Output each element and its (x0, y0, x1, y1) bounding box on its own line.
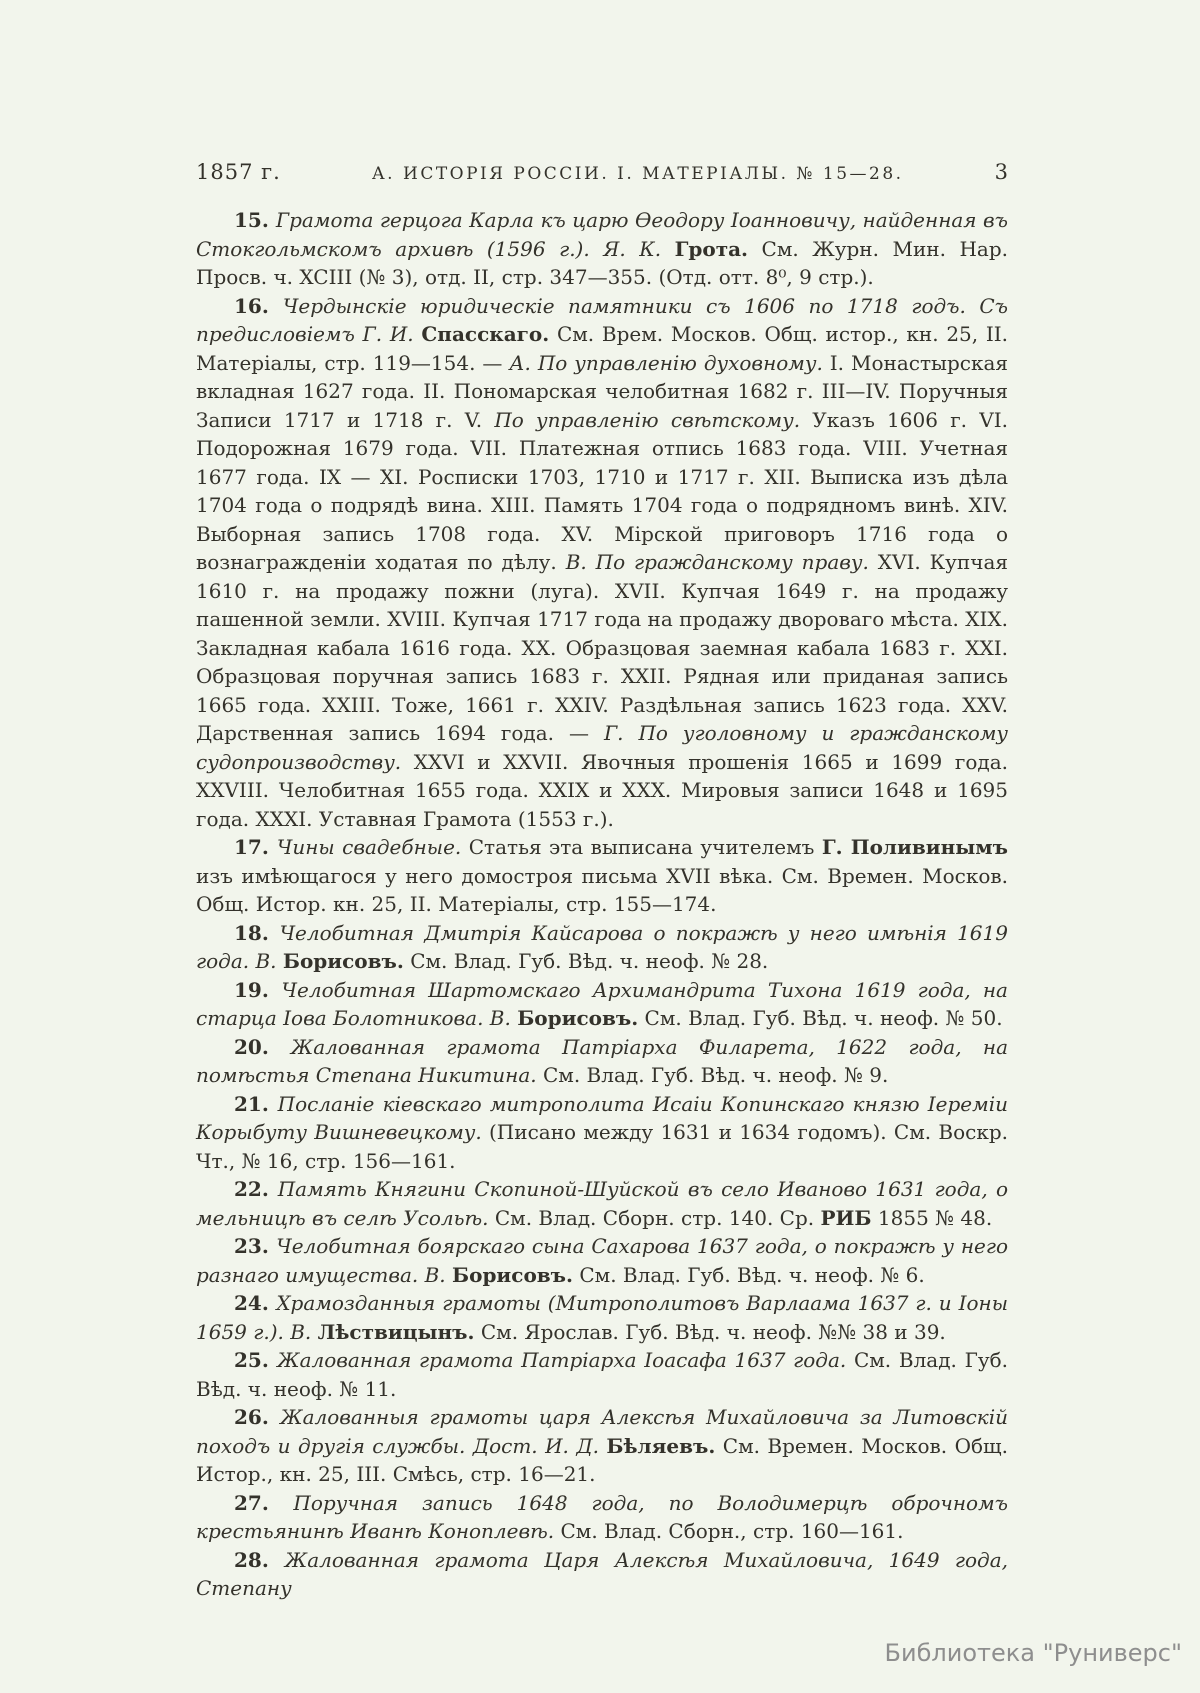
text-block (196, 160, 1008, 1603)
entry-text-segment: Челобитная боярскаго сына Сахарова 1637 года, о покражѣ у него разнаго имущества. В. (196, 1234, 1008, 1287)
entry-text-segment: Указъ 1606 г. VI. Подорожная 1679 года. VII. Платежная отпись 1683 года. VIII. Учетная 1677 года. IX — XI. Росписки 1703, 1710 и 1717 г. XII. Выписка изъ дѣла 1704 года о подрядѣ вина. XIII. Память 1704 года о подрядномъ винѣ. XIV. Выборная запись 1708 года. XV. Мірской приговоръ 1716 года о вознагражденіи ходатая по дѣлу. (196, 407, 1008, 574)
entry-text-segment: Статья эта выписана учителемъ (461, 835, 822, 859)
entry-text-segment: Чердынскіе юридическіе памятники съ 1606 по 1718 годъ. Съ предисловіемъ Г. И. (196, 293, 1008, 346)
entry-number: 20. (234, 1034, 291, 1059)
entry-text-segment: Борисовъ. (452, 1262, 573, 1287)
entry-number: 24. (234, 1291, 277, 1315)
header-year: 1857 г. (196, 160, 281, 184)
bibliography-entry (196, 292, 1008, 834)
entry-text-segment: Жалованная грамота Царя Алексѣя Михайловича, 1649 года, Степану (196, 1547, 1008, 1600)
entry-number: 17. (234, 835, 277, 859)
bibliography-entry (196, 206, 1008, 292)
entry-text-segment: XXVI и XXVII. Явочныя прошенія 1665 и 1699 года. XXVIII. Челобитная 1655 года. XXIX и XXX. Мировыя записи 1648 и 1695 года. XXXI. Уставная Грамота (1553 г.). (196, 749, 1008, 831)
entry-text-segment: изъ имѣющагося у него домостроя письма XVII вѣка. См. Времен. Москов. Общ. Истор. кн. 25, II. Матеріалы, стр. 155—174. (196, 863, 1008, 916)
entry-text-segment: Лѣствицынъ. (317, 1319, 475, 1344)
entry-text-segment: (Писано между 1631 и 1634 годомъ). См. Воскр. Чт., № 16, стр. 156—161. (196, 1120, 1008, 1173)
entry-text-segment: Челобитная Шартомскаго Архимандрита Тихона 1619 года, на старца Іова Болотникова. В. (196, 977, 1008, 1030)
entry-number: 25. (234, 1348, 278, 1372)
entry-number: 18. (234, 920, 280, 945)
entry-number: 16. (234, 293, 283, 318)
entry-text-segment: См. Ярослав. Губ. Вѣд. ч. неоф. №№ 38 и 39. (474, 1319, 946, 1344)
bibliography-entry (196, 1546, 1008, 1603)
entry-text-segment: Грота. (674, 236, 749, 261)
entry-text-segment: Спасскаго. (421, 322, 550, 346)
entry-text-segment: Жалованная грамота Патріарха Іоасафа 1637 года. (277, 1348, 847, 1372)
entry-text-segment: Поручная запись 1648 года, по Володимерцѣ оброчномъ крестьянинѣ Иванѣ Коноплевѣ. (196, 1490, 1008, 1543)
entry-text-segment: Борисовъ. (517, 1006, 639, 1030)
entry-text-segment: Борисовъ. (282, 949, 404, 973)
entry-text-segment: См. Журн. Мин. Нар. Просв. ч. XCIII (№ 3), отд. II, стр. 347—355. (Отд. отт. 8⁰, 9 стр.). (196, 236, 1008, 289)
bibliography-entry (196, 1403, 1008, 1489)
watermark: Библиотека "Руниверс" (884, 1639, 1182, 1667)
entry-text-segment: В. По гражданскому праву. (565, 550, 869, 574)
entry-text-segment: Г. Поливинымъ (821, 835, 1008, 859)
entry-text-segment: Г. По уголовному и гражданскому судопроизводству. (196, 721, 1009, 774)
entry-text-segment: Посланіе кіевскаго митрополита Исаіи Копинскаго князю Іереміи Корыбуту Вишневецкому. (196, 1091, 1009, 1144)
bibliography-entry (196, 919, 1008, 976)
entry-number: 27. (234, 1490, 294, 1515)
entry-text-segment: I. Монастырская вкладная 1627 года. II. Пономарская челобитная 1682 г. III—IV. Поручныя Записи 1717 и 1718 г. V. (196, 350, 1009, 432)
entry-text-segment: Бѣляевъ. (606, 1433, 716, 1458)
entry-text-segment: См. Влад. Губ. Вѣд. ч. неоф. № 11. (196, 1348, 1008, 1401)
entry-text-segment: РИБ (820, 1205, 872, 1230)
bibliography-entry (196, 1033, 1008, 1090)
entry-text-segment: См. Влад. Губ. Вѣд. ч. неоф. № 9. (536, 1063, 889, 1087)
entry-text-segment: 1855 № 48. (871, 1205, 993, 1230)
entry-text-segment: А. По управленію духовному. (509, 350, 823, 375)
entry-text-segment: См. Влад. Губ. Вѣд. ч. неоф. № 28. (403, 949, 769, 973)
entry-number: 26. (234, 1405, 281, 1429)
entry-text-segment: Грамота герцога Карла къ царю Ѳеодору Іоанновичу, найденная въ Стокгольмскомъ архивѣ (1596 г.). Я. К. (196, 208, 1008, 261)
entry-text-segment: См. Влад. Губ. Вѣд. ч. неоф. № 50. (638, 1006, 1003, 1030)
entry-text-segment: См. Влад. Губ. Вѣд. ч. неоф. № 6. (572, 1262, 925, 1287)
entry-text-segment: Храмозданныя грамоты (Митрополитовъ Варлаама 1637 г. и Іоны 1659 г.). В. (196, 1291, 1008, 1344)
entry-text-segment: См. Влад. Сборн., стр. 160—161. (554, 1519, 904, 1543)
entry-text-segment: Челобитная Дмитрія Кайсарова о покражѣ у него имѣнія 1619 года. В. (196, 920, 1008, 973)
page-header (196, 160, 1008, 184)
entry-number: 28. (234, 1547, 285, 1572)
entry-number: 19. (234, 977, 282, 1002)
entry-number: 23. (234, 1234, 277, 1258)
entry-text-segment: См. Времен. Москов. Общ. Истор., кн. 25, III. Смѣсь, стр. 16—21. (196, 1433, 1008, 1486)
page-number: 3 (994, 160, 1008, 184)
entry-text-segment: Память Княгини Скопиной-Шуйской въ село Иваново 1631 года, о мельницѣ въ селѣ Усольѣ. (196, 1177, 1009, 1230)
bibliography-entry (196, 1175, 1008, 1232)
entry-text-segment: XVI. Купчая 1610 г. на продажу пожни (луга). XVII. Купчая 1649 г. на продажу пашенной земли. XVIII. Купчая 1717 года на продажу двороваго мѣста. XIX. Закладная кабала 1616 года. XX. Образцовая заемная кабала 1683 г. XXI. Образцовая поручная запись 1683 г. XXII. Рядная или приданая запись 1665 года. XXIII. Тоже, 1661 г. XXIV. Раздѣльная запись 1623 года. XXV. Дарственная запись 1694 года. — (196, 550, 1008, 745)
entry-text-segment: Чины свадебные. (276, 835, 462, 859)
entries (196, 206, 1008, 1603)
bibliography-entry (196, 1489, 1008, 1546)
header-title: А. ИСТОРІЯ РОССІИ. I. МАТЕРІАЛЫ. № 15—28. (371, 164, 904, 184)
entry-number: 15. (234, 208, 276, 232)
entry-text-segment: Жалованныя грамоты царя Алексѣя Михайловича за Литовскій походъ и другія службы. Дост. И. Д. (196, 1405, 1008, 1458)
bibliography-entry (196, 976, 1008, 1033)
entry-text-segment: Жалованная грамота Патріарха Филарета, 1622 года, на помѣстья Степана Никитина. (196, 1034, 1008, 1087)
bibliography-entry (196, 1289, 1008, 1346)
entry-text-segment: См. Влад. Сборн. стр. 140. Ср. (488, 1205, 821, 1230)
bibliography-entry (196, 1232, 1008, 1289)
entry-number: 22. (234, 1177, 278, 1201)
entry-number: 21. (234, 1091, 278, 1116)
bibliography-entry (196, 833, 1008, 919)
bibliography-entry (196, 1346, 1008, 1403)
bibliography-entry (196, 1090, 1008, 1176)
entry-text-segment: По управленію свѣтскому. (494, 407, 801, 432)
entry-text-segment: См. Врем. Москов. Общ. истор., кн. 25, II. Матеріалы, стр. 119—154. — (196, 322, 1008, 375)
